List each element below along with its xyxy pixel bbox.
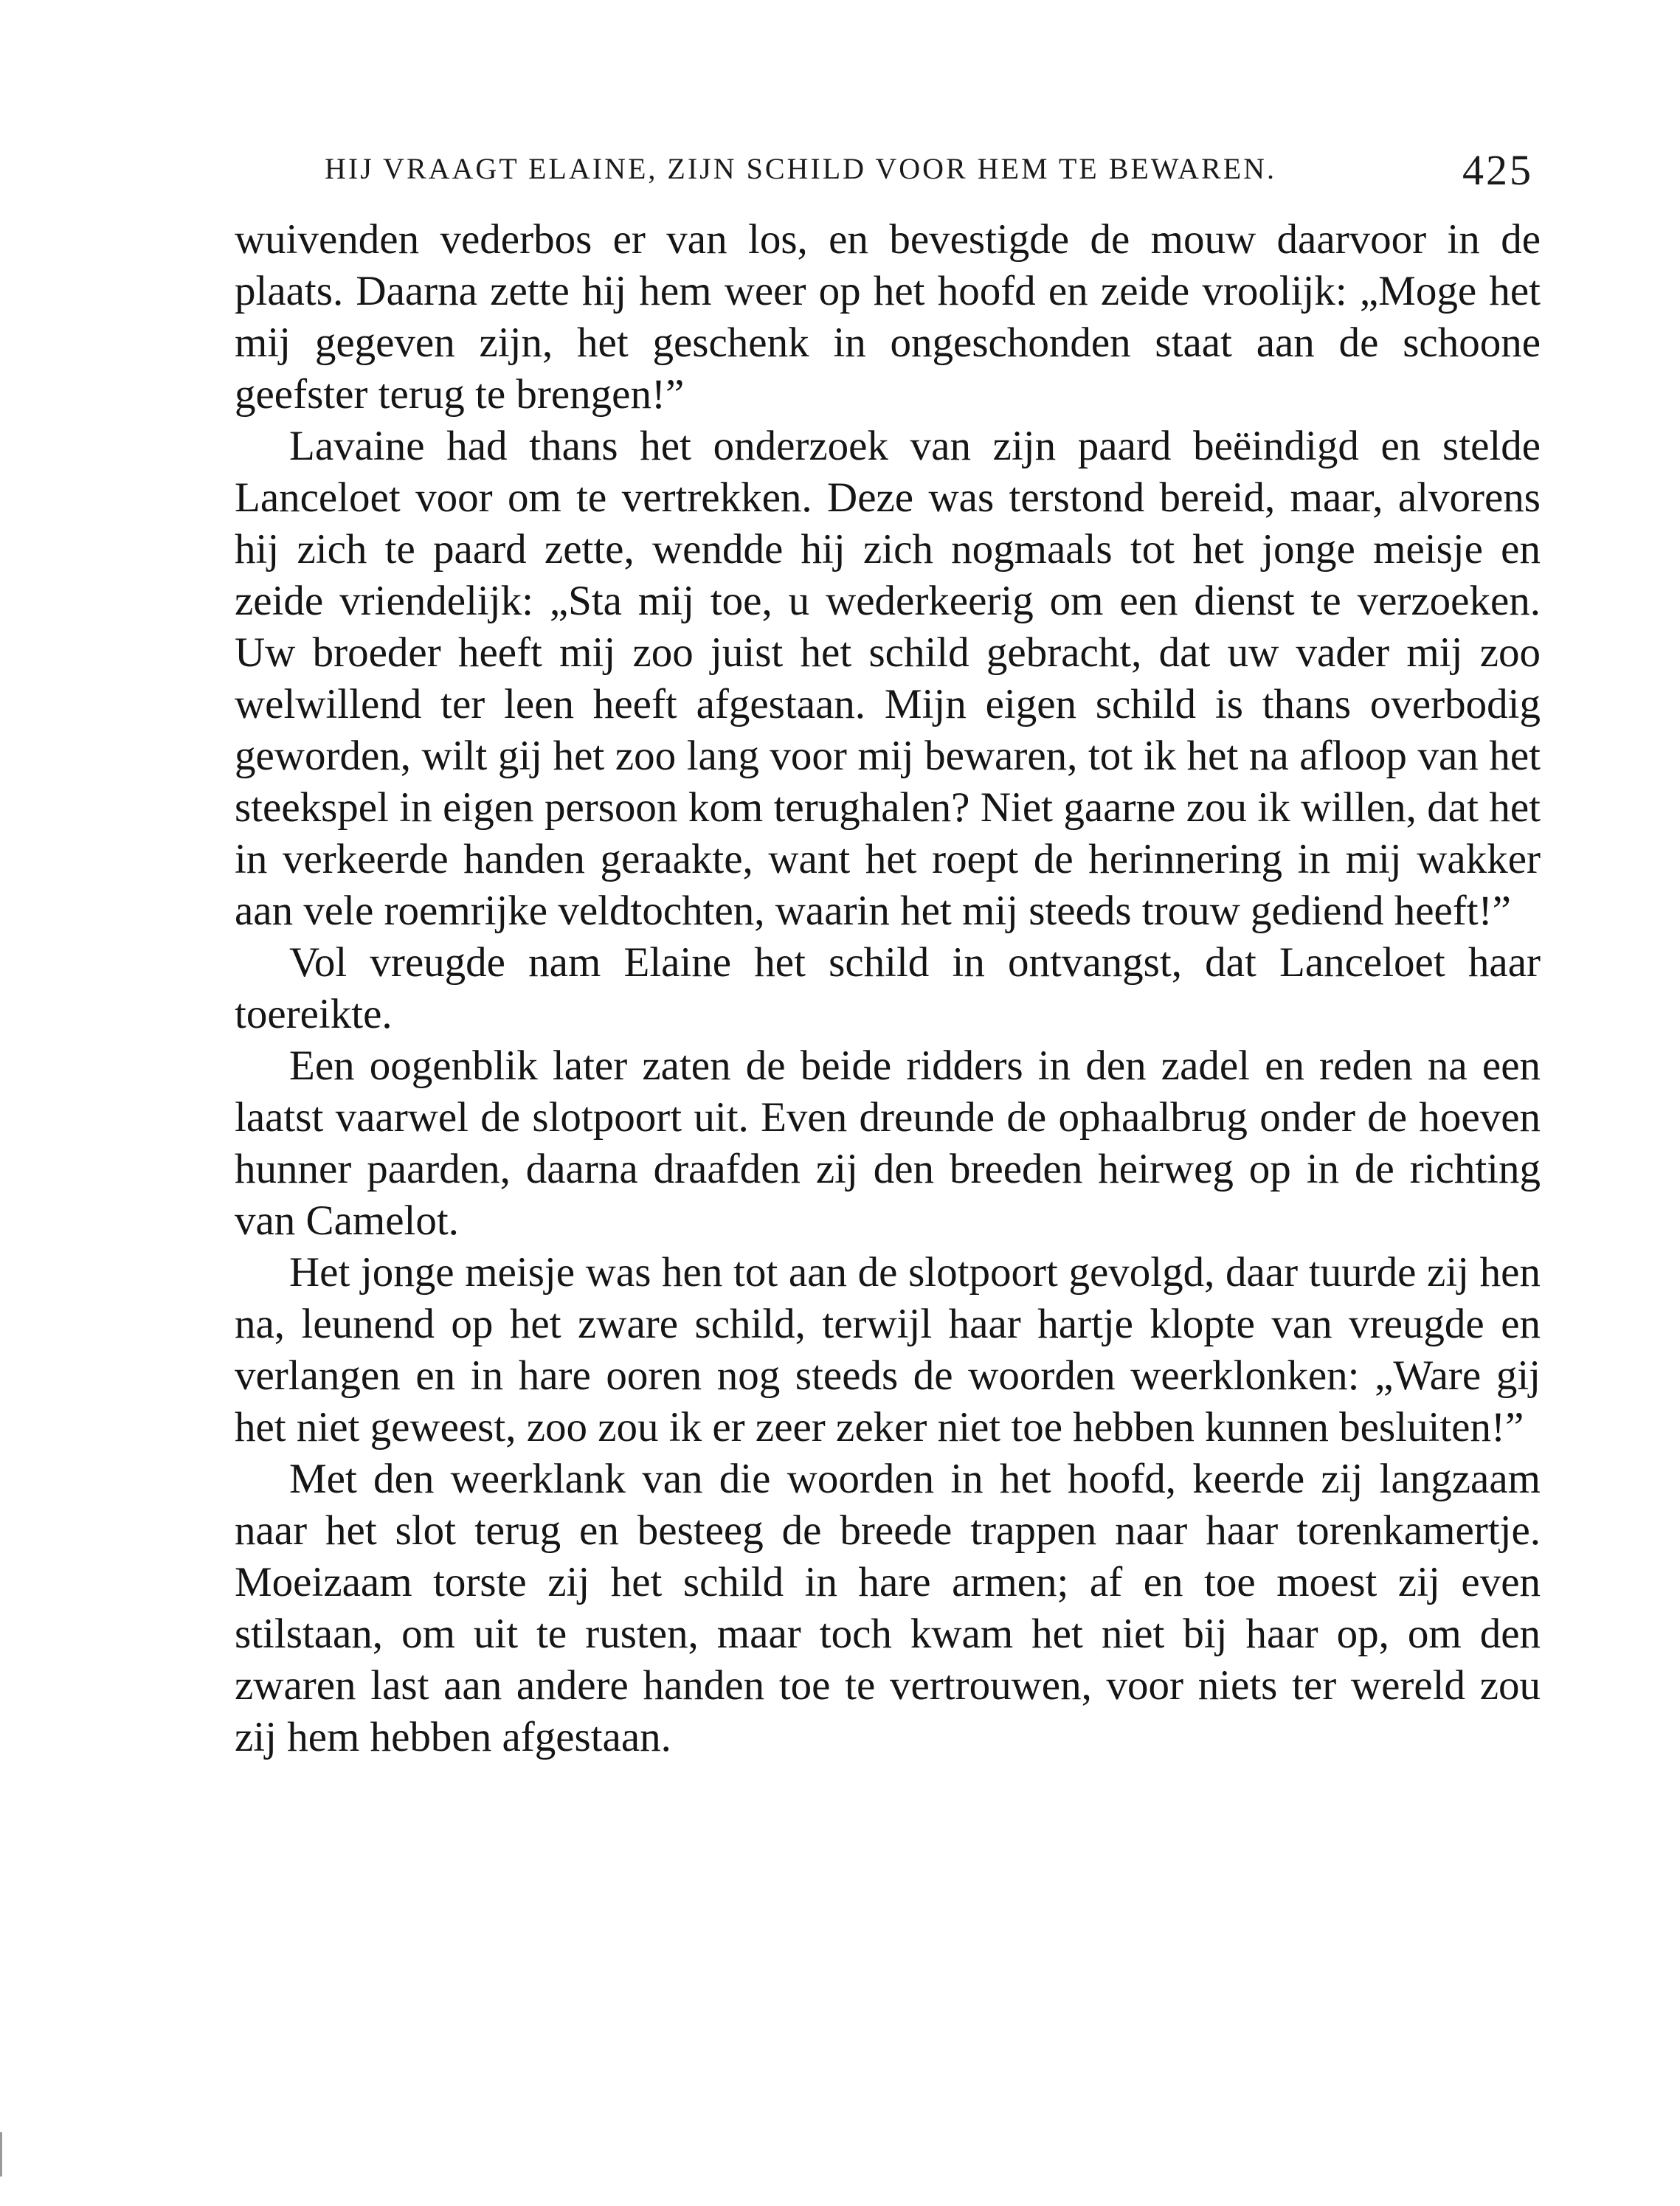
paragraph-continuation: wuivenden vederbos er van los, en bevestigde de mouw daarvoor in de plaats. Daarna zette hij hem weer op het hoofd en zeide vroolijk: „Moge het mij gegeven zijn, het geschenk in ongeschonden staat aan de schoone geefster terug te brengen!” (235, 216, 1541, 418)
paragraph: Lavaine had thans het onderzoek van zijn paard beëindigd en stelde Lanceloet voor om te vertrekken. Deze was terstond bereid, maar, alvorens hij zich te paard zette, wendde hij zich nogmaals tot het jonge meisje en zeide vriendelijk: „Sta mij toe, u wederkeerig om een dienst te verzoeken. Uw broeder heeft mij zoo juist het schild gebracht, dat uw vader mij zoo welwillend ter leen heeft afgestaan. Mijn eigen schild is thans overbodig geworden, wilt gij het zoo lang voor mij bewaren, tot ik het na afloop van het steekspel in eigen persoon kom terughalen? Niet gaarne zou ik willen, dat het in verkeerde handen geraakte, want het roept de herinnering in mij wakker aan vele roemrijke veldtochten, waarin het mij steeds trouw gediend heeft!” (235, 423, 1541, 934)
body-text (235, 214, 1541, 1763)
paragraph: Het jonge meisje was hen tot aan de slotpoort gevolgd, daar tuurde zij hen na, leunend op het zware schild, terwijl haar hartje klopte van vreugde en verlangen en in hare ooren nog steeds de woorden weerklonken: „Ware gij het niet geweest, zoo zou ik er zeer zeker niet toe hebben kunnen besluiten!” (235, 1249, 1541, 1451)
paragraph: Een oogenblik later zaten de beide ridders in den zadel en reden na een laatst vaarwel de slotpoort uit. Even dreunde de ophaalbrug onder de hoeven hunner paarden, daarna draafden zij den breeden heirweg op in de richting van Camelot. (235, 1043, 1541, 1244)
running-title: HIJ VRAAGT ELAINE, ZIJN SCHILD VOOR HEM TE BEWAREN. (325, 152, 1277, 185)
paragraph: Met den weerklank van die woorden in het hoofd, keerde zij langzaam naar het slot terug en besteeg de breede trappen naar haar torenkamertje. Moeizaam torste zij het schild in hare armen; af en toe moest zij even stilstaan, om uit te rusten, maar toch kwam het niet bij haar op, om den zwaren last aan andere handen toe te vertrouwen, voor niets ter wereld zou zij hem hebben afgestaan. (235, 1456, 1541, 1760)
running-head (235, 144, 1541, 203)
scan-edge-mark (0, 2132, 2, 2176)
paragraph: Vol vreugde nam Elaine het schild in ontvangst, dat Lanceloet haar toereikte. (235, 939, 1541, 1037)
page-number: 425 (1462, 146, 1533, 194)
